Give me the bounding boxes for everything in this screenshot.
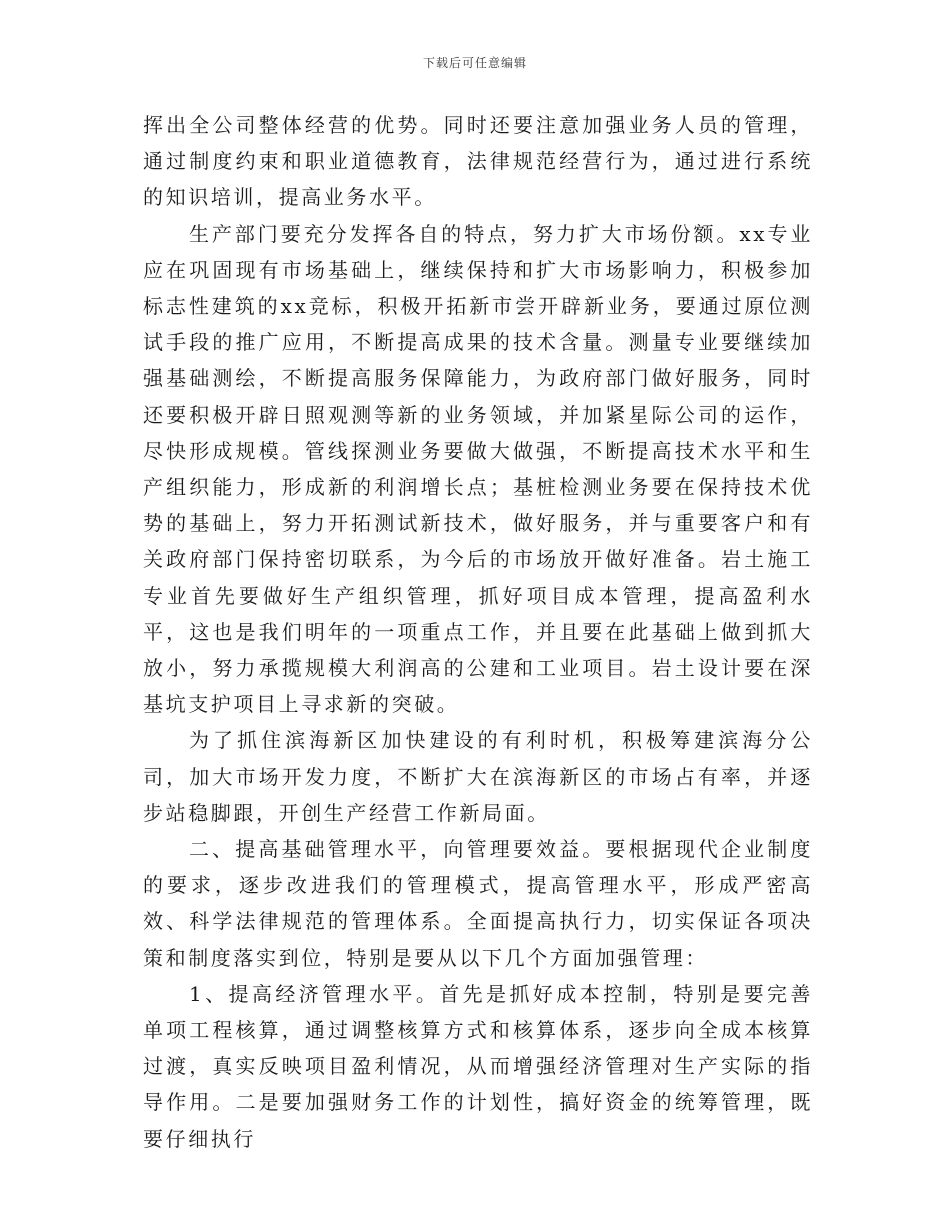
paragraph-5: 1、提高经济管理水平。首先是抓好成本控制，特别是要完善单项工程核算，通过调整核算方式和核算体系，逐步向全成本核算过渡，真实反映项目盈利情况，从而增强经济管理对生产实际的指导作用。二是要加强财务工作的计划性，搞好资金的统筹管理，既要仔细执行	[143, 981, 813, 1151]
paragraph-2: 生产部门要充分发挥各自的特点，努力扩大市场份额。xx专业应在巩固现有市场基础上，继续保持和扩大市场影响力，积极参加标志性建筑的xx竞标，积极开拓新市尝开辟新业务，要通过原位测试手段的推广应用，不断提高成果的技术含量。测量专业要继续加强基础测绘，不断提高服务保障能力，为政府部门做好服务，同时还要积极开辟日照观测等新的业务领域，并加紧星际公司的运作，尽快形成规模。管线探测业务要做大做强，不断提高技术水平和生产组织能力，形成新的利润增长点；基桩检测业务要在保持技术优势的基础上，努力开拓测试新技术，做好服务，并与重要客户和有关政府部门保持密切联系，为今后的市场放开做好准备。岩土施工专业首先要做好生产组织管理，抓好项目成本管理，提高盈利水平，这也是我们明年的一项重点工作，并且要在此基础上做到抓大放小，努力承揽规模大利润高的公建和工业项目。岩土设计要在深基坑支护项目上寻求新的突破。	[143, 221, 813, 717]
document-body	[143, 107, 813, 1157]
page-header-note: 下载后可任意编辑	[422, 56, 527, 70]
paragraph-1: 挥出全公司整体经营的优势。同时还要注意加强业务人员的管理，通过制度约束和职业道德教育，法律规范经营行为，通过进行系统的知识培训，提高业务水平。	[143, 113, 813, 210]
paragraph-4: 二、提高基础管理水平，向管理要效益。要根据现代企业制度的要求，逐步改进我们的管理模式，提高管理水平，形成严密高效、科学法律规范的管理体系。全面提高执行力，切实保证各项决策和制度落实到位，特别是要从以下几个方面加强管理：	[143, 837, 813, 970]
paragraph-3: 为了抓住滨海新区加快建设的有利时机，积极筹建滨海分公司，加大市场开发力度，不断扩大在滨海新区的市场占有率，并逐步站稳脚跟，开创生产经营工作新局面。	[143, 728, 813, 825]
